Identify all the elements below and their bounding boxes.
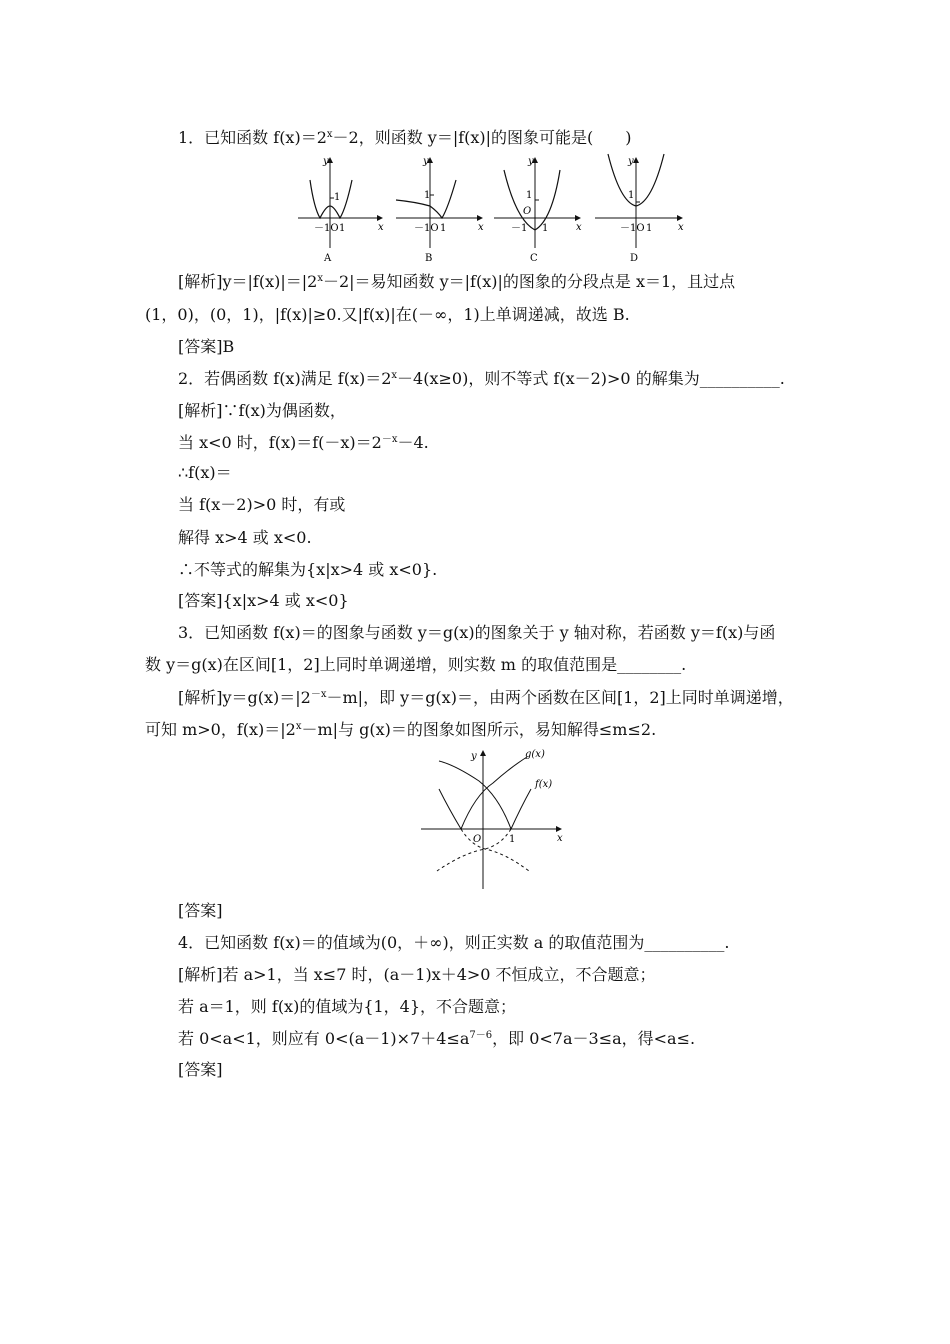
q1-stem: 1．已知函数 $f(x)=2^x-2$，则函数 y＝|f(x)|的图象可能是( )	[178, 128, 632, 147]
q1-analysis-line2: (1，0)，(0，1)，|f(x)|≥0.又|f(x)|在(－∞，1)上单调递减，故选 B.	[145, 305, 630, 324]
option-d-label: D	[630, 253, 639, 264]
graph-b	[396, 156, 484, 264]
graph-a-y: y	[323, 156, 329, 167]
graph-a-one: 1	[334, 192, 341, 203]
q3-label-g: g(x)	[525, 749, 545, 760]
q4-analysis-3: 若 0<a<1，则应有 $0<(a-1)\times 7+4\le a^{7-6}$，即 0<7a－3≤a，得<a≤.	[178, 1029, 696, 1048]
q3-analysis-1: [解析]$y=g(x)=|2^{-x}-m|$，即 y＝g(x)＝，由两个函数在区间[1，2]上同时单调递增，	[178, 688, 794, 707]
graph-c-x: x	[576, 222, 582, 233]
graph-b-y: y	[423, 156, 429, 167]
q4-analysis-1: [解析]若 a>1，当 x≤7 时，(a－1)x＋4>0 不恒成立，不合题意；	[178, 965, 656, 984]
q3-tick-1: 1	[509, 834, 516, 845]
q4-stem: 4．已知函数 f(x)＝的值域为(0，＋∞)，则正实数 a 的取值范围为__________.	[178, 933, 730, 952]
q1-answer: [答案]B	[178, 337, 235, 356]
q2-analysis-2: 当 x<0 时，$f(x)=f(-x)=2^{-x}-4$.	[178, 433, 429, 452]
q3-axis-x: x	[557, 833, 563, 844]
graph-d-x: x	[678, 222, 684, 233]
q2-analysis-3: ∴f(x)＝	[178, 463, 232, 482]
graph-c-one: 1	[526, 190, 533, 201]
q1-analysis-line1: [解析]$y=|f(x)|=|2^x-2|=$易知函数 y＝|f(x)|的图象的分段点是 x＝1，且过点	[178, 272, 736, 291]
graph-b-x: x	[478, 222, 484, 233]
q2-analysis-1: [解析]∵f(x)为偶函数，	[178, 401, 346, 420]
q4-answer: [答案]	[178, 1060, 223, 1079]
graph-a-x: x	[378, 222, 384, 233]
option-c-label: C	[530, 253, 538, 264]
graph-c-origin: O	[523, 206, 532, 217]
graph-c-x1: 1	[542, 223, 549, 234]
q2-stem: 2．若偶函数 f(x)满足 $f(x)=2^x-4(x\ge 0)$，则不等式 f(x－2)>0 的解集为__________.	[178, 369, 785, 388]
q3-figure	[415, 745, 575, 893]
q3-axis-y: y	[471, 751, 477, 762]
q2-analysis-5: 解得 x>4 或 x<0.	[178, 528, 312, 547]
graph-d-neg1o: －1O	[620, 223, 645, 234]
q3-stem-2: 数 y＝g(x)在区间[1，2]上同时单调递增，则实数 m 的取值范围是________.	[145, 655, 687, 674]
graph-b-neg1o: －1O	[414, 223, 439, 234]
q2-analysis-6: ∴不等式的解集为{x|x>4 或 x<0}.	[178, 560, 438, 579]
graph-c-y: y	[528, 156, 534, 167]
graph-c-neg1: －1	[511, 223, 528, 234]
graph-b-one: 1	[424, 190, 431, 201]
graph-a-neg1o: －1O	[314, 223, 339, 234]
q3-origin: O	[473, 834, 482, 845]
graph-a	[298, 156, 384, 264]
graph-d-y: y	[628, 156, 634, 167]
q2-answer: [答案]{x|x>4 或 x<0}	[178, 591, 349, 610]
graph-c	[494, 156, 582, 264]
q3-stem-1: 3．已知函数 f(x)＝的图象与函数 y＝g(x)的图象关于 y 轴对称，若函数 y＝f(x)与函	[178, 623, 776, 642]
graph-b-x1: 1	[440, 223, 447, 234]
option-b-label: B	[425, 253, 433, 264]
graph-d-x1: 1	[646, 223, 653, 234]
graph-a-x1: 1	[339, 223, 346, 234]
graph-d-one: 1	[628, 190, 635, 201]
q4-analysis-2: 若 a＝1，则 f(x)的值域为{1，4}，不合题意；	[178, 997, 517, 1016]
q2-analysis-4: 当 f(x－2)>0 时，有或	[178, 495, 346, 514]
graph-d	[595, 154, 684, 264]
option-a-label: A	[324, 253, 332, 264]
q1-option-graphs	[290, 150, 690, 265]
q3-label-f: f(x)	[535, 779, 553, 790]
q3-analysis-2: 可知 m>0，$f(x)=|2^x-m|$与 g(x)＝的图象如图所示，易知解得≤m≤2.	[145, 720, 657, 739]
q3-answer: [答案]	[178, 901, 223, 920]
